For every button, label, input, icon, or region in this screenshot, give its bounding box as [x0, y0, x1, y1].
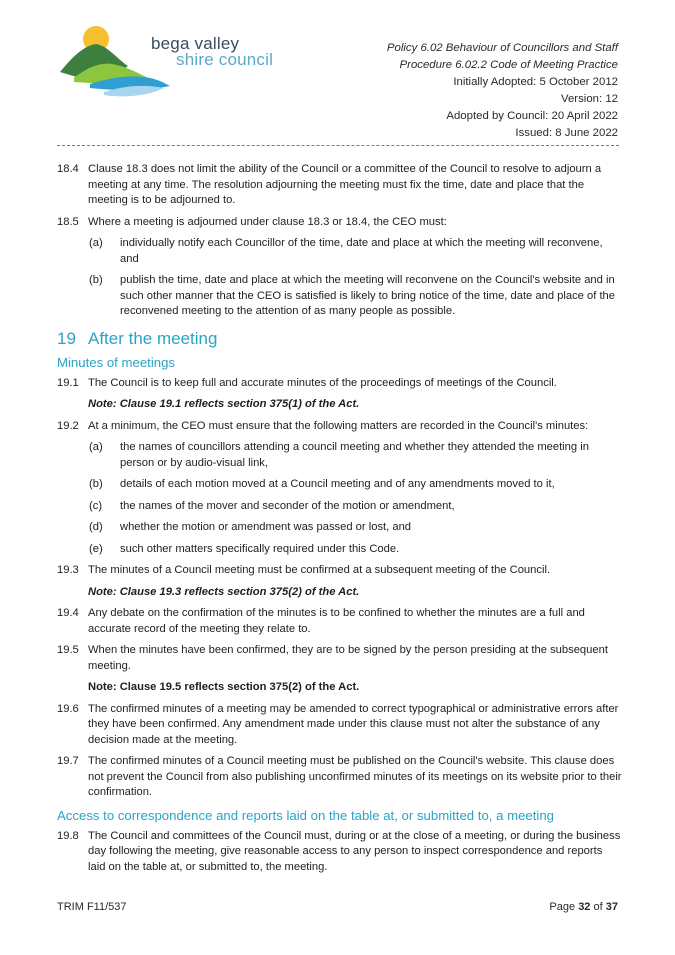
sub-item [57, 520, 622, 536]
footer-trim-reference: TRIM F11/537 [57, 901, 127, 913]
sub-item [57, 236, 622, 267]
clause-text: The confirmed minutes of a Council meeting must be published on the Council's website. This clause does not prevent the Council from also publishing unconfirmed minutes of its meetings on its website prior to their confirmation. [88, 755, 622, 798]
clause-text: Where a meeting is adjourned under clause 18.3 or 18.4, the CEO must: [88, 215, 447, 228]
document-header [387, 40, 618, 142]
sub-item-text: whether the motion or amendment was passed or lost, and [120, 521, 412, 533]
sub-item-label: (c) [89, 499, 103, 512]
sub-item-text: the names of the mover and seconder of the motion or amendment, [120, 499, 455, 512]
clause-text: The Council and committees of the Council must, during or at the close of a meeting, or during the business day following the meeting, give reasonable access to any person to inspect correspondence and reports laid on the table at, or submitted to, the meeting. [88, 829, 621, 873]
sub-item-text: such other matters specifically required under this Code. [120, 542, 400, 555]
page-word: Page [549, 901, 576, 913]
clause-19-8 [57, 829, 622, 876]
section-title: After the meeting [88, 328, 218, 348]
sub-item-label: (a) [89, 441, 103, 453]
sub-item-label: (b) [89, 274, 103, 286]
sub-item [57, 273, 622, 320]
header-issued: Issued: 8 June 2022 [515, 127, 618, 139]
clause-19-5 [57, 643, 622, 674]
clause-text: At a minimum, the CEO must ensure that the following matters are recorded in the Council's minutes: [88, 419, 589, 432]
clause-text: The minutes of a Council meeting must be confirmed at a subsequent meeting of the Council. [88, 564, 551, 576]
sub-item [57, 477, 622, 493]
section-number: 19 [57, 328, 76, 348]
clause-text: The confirmed minutes of a meeting may be amended to correct typographical or administrative errors after they have been confirmed. Any amendment made under this clause must not alter the substance of any decision made at the meeting. [88, 702, 619, 746]
page-of-word: of [593, 901, 603, 913]
clause-number: 19.1 [57, 376, 79, 389]
clause-note: Note: Clause 19.3 reflects section 375(2) of the Act. [88, 585, 360, 598]
sub-item-text: individually notify each Councillor of the time, date and place at which the meeting will reconvene, and [120, 237, 603, 265]
section-heading-19 [57, 328, 622, 350]
sub-item-text: details of each motion moved at a Council meeting and of any amendments moved to it, [120, 478, 555, 490]
sub-item [57, 499, 622, 515]
clause-number: 19.7 [57, 755, 79, 767]
clause-number: 18.5 [57, 215, 79, 228]
clause-text: Clause 18.3 does not limit the ability of the Council or a committee of the Council to resolve to adjourn a meeting at any time. The resolution adjourning the meeting must fix the time, date and place that the meeting is to be adjourned to. [88, 163, 602, 206]
clause-text: Any debate on the confirmation of the minutes is to be confined to whether the minutes are a full and accurate record of the meeting they relate to. [88, 607, 585, 635]
clause-18-5 [57, 215, 622, 231]
sub-item-text: publish the time, date and place at which the meeting will reconvene on the Council's website and in such other manner that the CEO is satisfied is likely to bring notice of the time, date and place of the reconvened meeting to the attention of as many people as possible. [120, 274, 616, 317]
header-divider [57, 145, 619, 146]
clause-19-7 [57, 754, 622, 801]
clause-19-2 [57, 419, 622, 435]
header-version: Version: 12 [561, 93, 618, 105]
clause-18-4 [57, 162, 622, 209]
clause-19-1 [57, 376, 622, 392]
sub-item-label: (b) [89, 478, 103, 490]
clause-number: 19.4 [57, 607, 79, 619]
clause-number: 19.2 [57, 419, 79, 432]
header-council-adopted: Adopted by Council: 20 April 2022 [446, 110, 618, 122]
footer-page-number [549, 900, 618, 916]
clause-note: Note: Clause 19.5 reflects section 375(2) of the Act. [88, 681, 360, 693]
subheading-access-correspondence: Access to correspondence and reports laid on the table at, or submitted to, a meeting [57, 807, 555, 823]
sub-item [57, 542, 622, 558]
clause-number: 19.3 [57, 564, 79, 576]
clause-note: Note: Clause 19.1 reflects section 375(1) of the Act. [88, 398, 360, 410]
logo-text-line2: shire council [176, 50, 274, 69]
header-policy: Policy 6.02 Behaviour of Councillors and Staff [386, 42, 618, 54]
subheading-minutes: Minutes of meetings [57, 354, 176, 370]
clause-text: The Council is to keep full and accurate minutes of the proceedings of meetings of the Council. [88, 376, 557, 389]
header-procedure: Procedure 6.02.2 Code of Meeting Practice [399, 59, 618, 71]
clause-19-3 [57, 563, 622, 579]
clause-number: 19.6 [57, 702, 79, 715]
sub-item-label: (a) [89, 237, 103, 249]
header-initially-adopted: Initially Adopted: 5 October 2012 [453, 76, 618, 88]
logo-text-line1: bega valley [151, 34, 240, 53]
document-body [57, 162, 622, 881]
clause-number: 19.8 [57, 829, 79, 842]
clause-text: When the minutes have been confirmed, they are to be signed by the person presiding at the subsequent meeting. [88, 644, 608, 672]
clause-19-6 [57, 702, 622, 749]
clause-number: 18.4 [57, 163, 79, 175]
clause-19-4 [57, 606, 622, 637]
sub-item [57, 440, 622, 471]
page-current: 32 [578, 901, 591, 913]
page-total: 37 [605, 901, 618, 913]
sub-item-label: (e) [89, 542, 103, 555]
clause-number: 19.5 [57, 644, 79, 656]
sub-item-text: the names of councillors attending a council meeting and whether they attended the meeting in person or by audio-visual link, [120, 441, 589, 469]
sub-item-label: (d) [89, 521, 103, 533]
council-logo [60, 22, 290, 98]
